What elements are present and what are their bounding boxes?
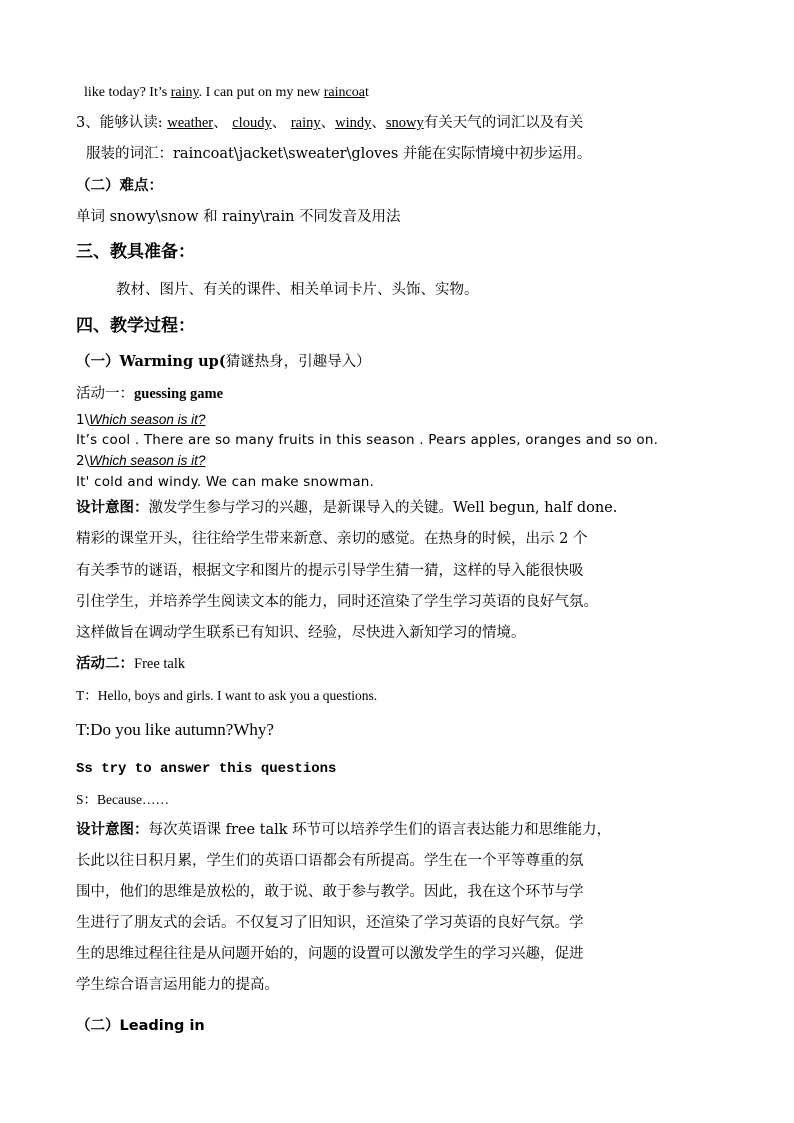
text-span: 、	[213, 115, 233, 131]
text-span: 、	[320, 115, 336, 131]
section-heading-materials: 三、教具准备：	[76, 242, 195, 262]
design-intent-1	[76, 498, 617, 518]
italic-question: Which season is it?	[89, 453, 206, 468]
text-span: 每次英语课 free talk 环节可以培养学生们的语言表达能力和思维能力，	[148, 822, 612, 838]
design-intent-2	[76, 820, 611, 840]
vocab-word-rainy: rainy	[290, 115, 321, 131]
text-span: 3、能够认读:	[76, 115, 168, 131]
text-span: t	[364, 85, 369, 100]
text-line-30: 学生综合语言运用能力的提高。	[76, 977, 279, 993]
students-answer-prompt: Ss try to answer this questions	[76, 761, 337, 777]
text-span: 、	[371, 115, 386, 131]
riddle-text-2: It' cold and windy. We can make snowman.	[76, 474, 375, 490]
vocab-word-snowy: snowy	[385, 115, 424, 131]
text-span: 猜谜热身，引趣导入）	[225, 354, 371, 370]
student-response: S：Because……	[76, 792, 169, 807]
text-line-2	[76, 113, 583, 133]
underlined-word: rainy	[170, 85, 199, 100]
text-line-18: 引住学生，并培养学生阅读文本的能力，同时还渲染了学生学习英语的良好气氛。	[76, 594, 598, 610]
text-span: 活动二：	[76, 655, 134, 672]
text-span: 有关天气的词汇以及有关	[423, 115, 584, 131]
text-span: 活动一：	[76, 386, 134, 402]
activity-two-label	[76, 654, 185, 674]
text-span: guessing game	[134, 386, 224, 402]
text-line-27: 围中，他们的思维是放松的，敢于说、敢于参与教学。因此，我在这个环节与学	[76, 884, 584, 900]
text-line-16: 精彩的课堂开头，往往给学生带来新意、亲切的感觉。在热身的时候，出示 2 个	[76, 531, 588, 547]
text-line-3: 服装的词汇：raincoat\jacket\sweater\gloves 并能在实际情境中初步运用。	[86, 146, 592, 162]
text-line-7: 教材、图片、有关的课件、相关单词卡片、头饰、实物。	[116, 282, 479, 298]
text-line-28: 生进行了朋友式的会话。不仅复习了旧知识，还渲染了学习英语的良好气氛。学	[76, 915, 584, 931]
subheading-difficulty: （二）难点：	[76, 177, 163, 194]
text-line-29: 生的思维过程往往是从问题开始的，问题的设置可以激发学生的学习兴趣，促进	[76, 946, 584, 962]
riddle-question-2	[76, 451, 205, 471]
vocab-word-cloudy: cloudy	[232, 115, 272, 131]
text-span: （一）Warming up(	[76, 353, 226, 370]
teacher-greeting: T：Hello, boys and girls. I want to ask you a questions.	[76, 688, 378, 703]
text-span: like today? It’s	[84, 85, 171, 100]
subheading-warming-up	[76, 352, 371, 372]
text-span: Free talk	[134, 656, 186, 672]
text-span: 1\	[76, 412, 90, 428]
activity-one-label	[76, 384, 223, 404]
subheading-leading-in: （二）Leading in	[76, 1018, 205, 1034]
text-line-17: 有关季节的谜语，根据文字和图片的提示引导学生猜一猜，这样的导入能很快吸	[76, 563, 584, 579]
text-span: 、	[271, 115, 291, 131]
teacher-question: T:Do you like autumn?Why?	[76, 720, 274, 739]
text-line-26: 长此以往日积月累，学生们的英语口语都会有所提高。学生在一个平等尊重的氛	[76, 853, 584, 869]
riddle-text-1: It’s cool . There are so many fruits in this season . Pears apples, oranges and so on.	[76, 432, 659, 448]
text-line-5: 单词 snowy\snow 和 rainy\rain 不同发音及用法	[76, 209, 401, 225]
italic-question: Which season is it?	[89, 412, 206, 427]
text-span: 2\	[76, 453, 90, 469]
vocab-word-windy: windy	[335, 115, 372, 131]
text-span: 设计意图：	[76, 499, 149, 516]
text-span: 设计意图：	[76, 821, 149, 838]
vocab-word-weather: weather	[167, 115, 214, 131]
riddle-question-1	[76, 410, 205, 430]
text-line-1	[84, 83, 369, 103]
text-span: . I can put on my new	[198, 85, 324, 100]
text-span: 激发学生参与学习的兴趣，是新课导入的关键。Well begun, half done.	[148, 500, 618, 516]
text-line-19: 这样做旨在调动学生联系已有知识、经验，尽快进入新知学习的情境。	[76, 625, 526, 641]
section-heading-process: 四、教学过程：	[76, 316, 195, 336]
underlined-word: raincoa	[323, 85, 365, 100]
